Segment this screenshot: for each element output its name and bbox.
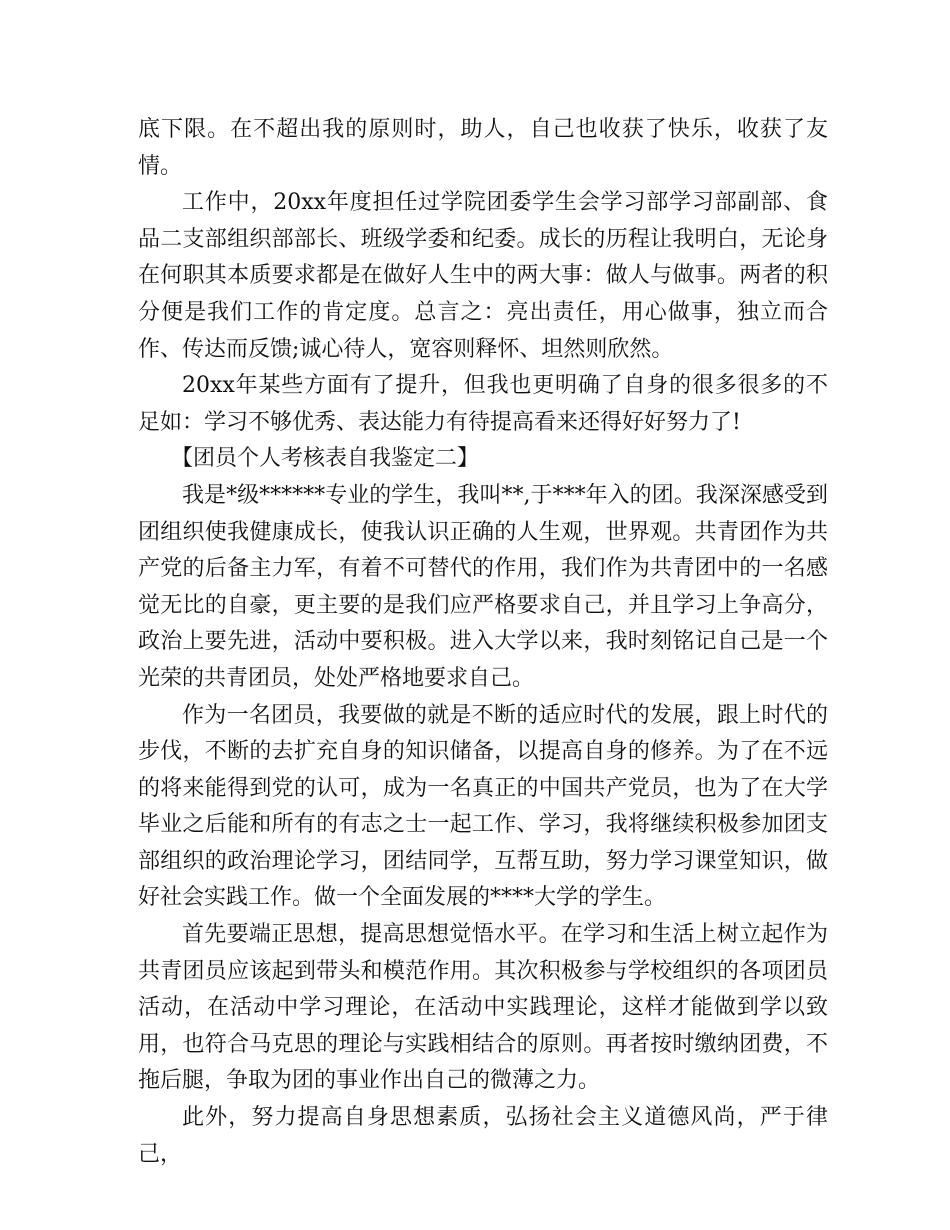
paragraph-first-steps: 首先要端正思想，提高思想觉悟水平。在学习和生活上树立起作为共青团员应该起到带头和模范作用。其次积极参与学校组织的各项团员活动，在活动中学习理论，在活动中实践理论，这样才能做到学以致用，也符合马克思的理论与实践相结合的原则。再者按时缴纳团费，不拖后腿，争取为团的事业作出自己的微薄之力。 bbox=[138, 922, 828, 1094]
paragraph-introduction: 我是*级******专业的学生，我叫**,于***年入的团。我深深感受到团组织使我健康成长，使我认识正确的人生观，世界观。共青团作为共产党的后备主力军，有着不可替代的作用，我们作为共青团中的一名感觉无比的自豪，更主要的是我们应严格要求自己，并且学习上争高分，政治上要先进，活动中要积极。进入大学以来，我时刻铭记自己是一个光荣的共青团员，处处严格地要求自己。 bbox=[138, 482, 828, 691]
paragraph-improvement: 20xx年某些方面有了提升，但我也更明确了自身的很多很多的不足如：学习不够优秀、表达能力有待提高看来还得好好努力了! bbox=[138, 373, 828, 435]
paragraph-goals: 作为一名团员，我要做的就是不断的适应时代的发展，跟上时代的步伐，不断的去扩充自身的知识储备，以提高自身的修养。为了在不远的将来能得到党的认可，成为一名真正的中国共产党员，也为了在大学毕业之后能和所有的有志之士一起工作、学习，我将继续积极参加团支部组织的政治理论学习，团结同学，互帮互助，努力学习课堂知识，做好社会实践工作。做一个全面发展的****大学的学生。 bbox=[138, 702, 828, 911]
section-heading: 【团员个人考核表自我鉴定二】 bbox=[171, 446, 480, 472]
paragraph-additionally: 此外，努力提高自身思想素质，弘扬社会主义道德风尚，严于律己， bbox=[138, 1105, 828, 1167]
paragraph-continuation: 底下限。在不超出我的原则时，助人，自己也收获了快乐，收获了友情。 bbox=[138, 117, 828, 179]
document-page bbox=[138, 112, 828, 1173]
paragraph-work-experience: 工作中，20xx年度担任过学院团委学生会学习部学习部副部、食品二支部组织部部长、班级学委和纪委。成长的历程让我明白，无论身在何职其本质要求都是在做好人生中的两大事：做人与做事。两者的积分便是我们工作的肯定度。总言之：亮出责任，用心做事，独立而合作、传达而反馈;诚心待人，宽容则释怀、坦然则欣然。 bbox=[138, 190, 828, 362]
